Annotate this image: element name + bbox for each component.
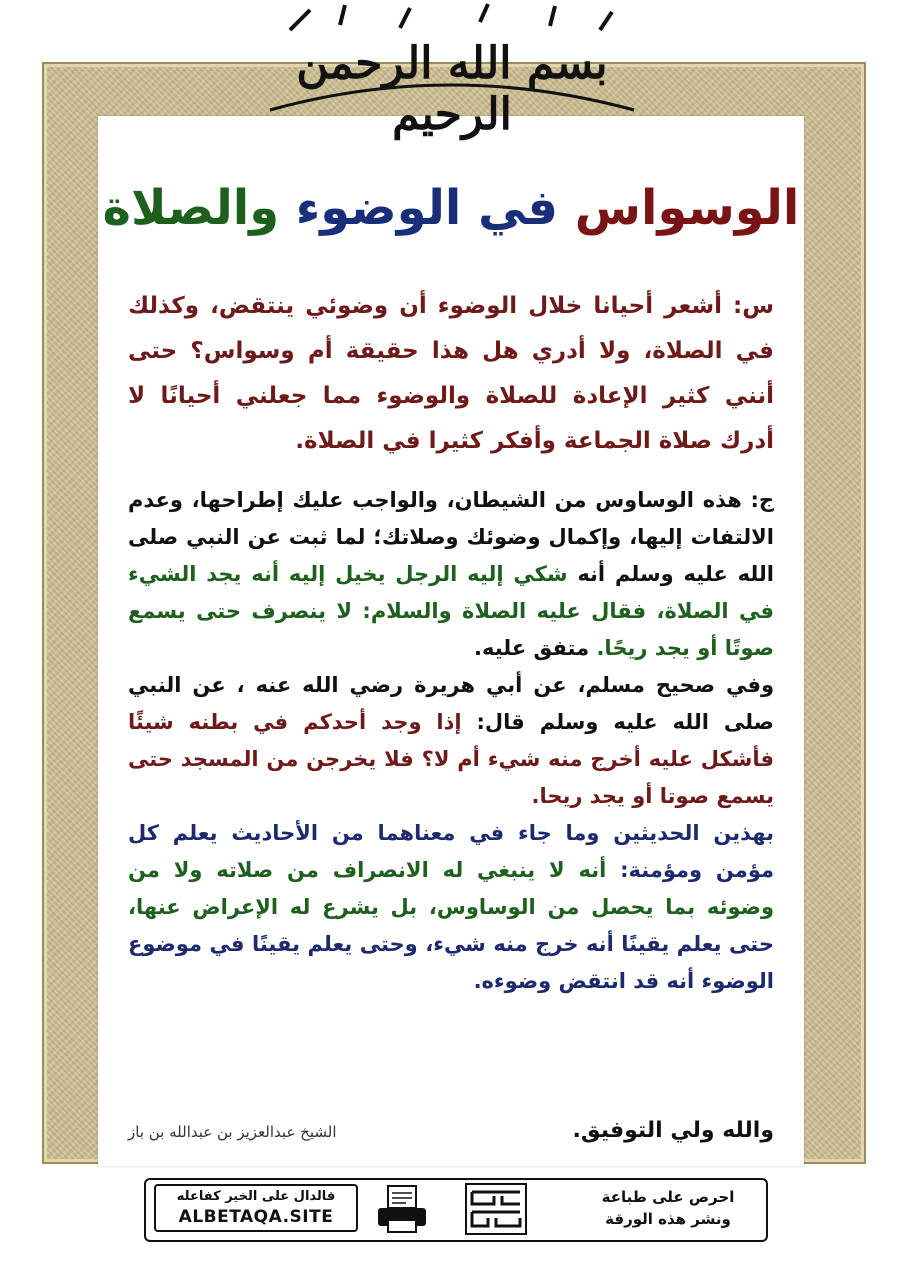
conclusion-part-1: بهذين الحديثين وما جاء في معناهما من الأحاديث يعلم كل مؤمن ومؤمنة:	[128, 821, 774, 882]
title-part-2: في الوضوء	[295, 180, 559, 236]
title-part-1: الوسواس	[574, 180, 800, 236]
footer-print-note	[578, 1186, 758, 1230]
hadith-1-reference: متفق عليه.	[474, 636, 597, 660]
footer-tagline: فالدال على الخير كفاعله	[176, 1189, 336, 1204]
albetaqa-logo	[464, 1182, 528, 1236]
question-paragraph: س: أشعر أحيانا خلال الوضوء أن وضوئي ينتقض، وكذلك في الصلاة، ولا أدري هل هذا حقيقة أم وسواس؟ حتى أنني كثير الإعادة للصلاة والوضوء مما جعلني أحيانًا لا أدرك صلاة الجماعة وأفكر كثيرا في الصلاة.	[128, 293, 774, 454]
hadith-2: إذا وجد أحدكم في بطنه شيئًا فأشكل عليه أخرج منه شيء أم لا؟ فلا يخرجن من المسجد حتى يسمع صوتا أو يجد ريحا.	[128, 710, 774, 808]
closing-line: والله ولي التوفيق.	[572, 1118, 774, 1143]
footer-banner	[144, 1178, 768, 1242]
footer-site-box	[154, 1184, 358, 1232]
logo-mark-icon	[464, 1182, 528, 1236]
conclusion-part-3: حتى يعلم يقينًا أنه خرج منه شيء، وحتى يعلم يقينًا في موضوع الوضوء أنه قد انتقض وضوءه.	[128, 932, 774, 993]
footer-print-line-2: ونشر هذه الورقة	[605, 1210, 731, 1228]
basmala-text: بسم الله الرحمن الرحيم	[296, 38, 608, 140]
signature-row	[128, 1118, 774, 1143]
footer-print-line-1: احرص على طباعة	[601, 1188, 735, 1206]
footer-site-link[interactable]: ALBETAQA.SITE	[178, 1207, 334, 1227]
conclusion-part-2: أنه لا ينبغي له الانصراف من صلاته ولا من وضوئه بما يحصل من الوساوس، بل يشرع له الإعراض عنها،	[128, 858, 774, 919]
answer-paragraph	[128, 482, 774, 667]
printer-icon	[376, 1184, 428, 1234]
basmala-calligraphy	[250, 0, 654, 140]
hadith-1: شكي إليه الرجل يخيل إليه أنه يجد الشيء في الصلاة، فقال عليه الصلاة والسلام: لا ينصرف حتى يسمع صوتًا أو يجد ريحًا.	[128, 562, 774, 660]
page-title	[98, 178, 804, 238]
author-signature: الشيخ عبدالعزيز بن عبدالله بن باز	[128, 1123, 337, 1141]
title-part-3: والصلاة	[102, 180, 280, 236]
conclusion-paragraph	[128, 815, 774, 1000]
muslim-paragraph	[128, 667, 774, 815]
article-body	[128, 284, 774, 1000]
answer-intro: ج: هذه الوساوس من الشيطان، والواجب عليك إطراحها، وعدم الالتفات إليها، وإكمال وضوئك وصلاتك؛ لما ثبت عن النبي صلى الله عليه وسلم أنه	[128, 488, 774, 586]
muslim-intro: وفي صحيح مسلم، عن أبي هريرة رضي الله عنه ، عن النبي صلى الله عليه وسلم قال:	[128, 673, 774, 734]
